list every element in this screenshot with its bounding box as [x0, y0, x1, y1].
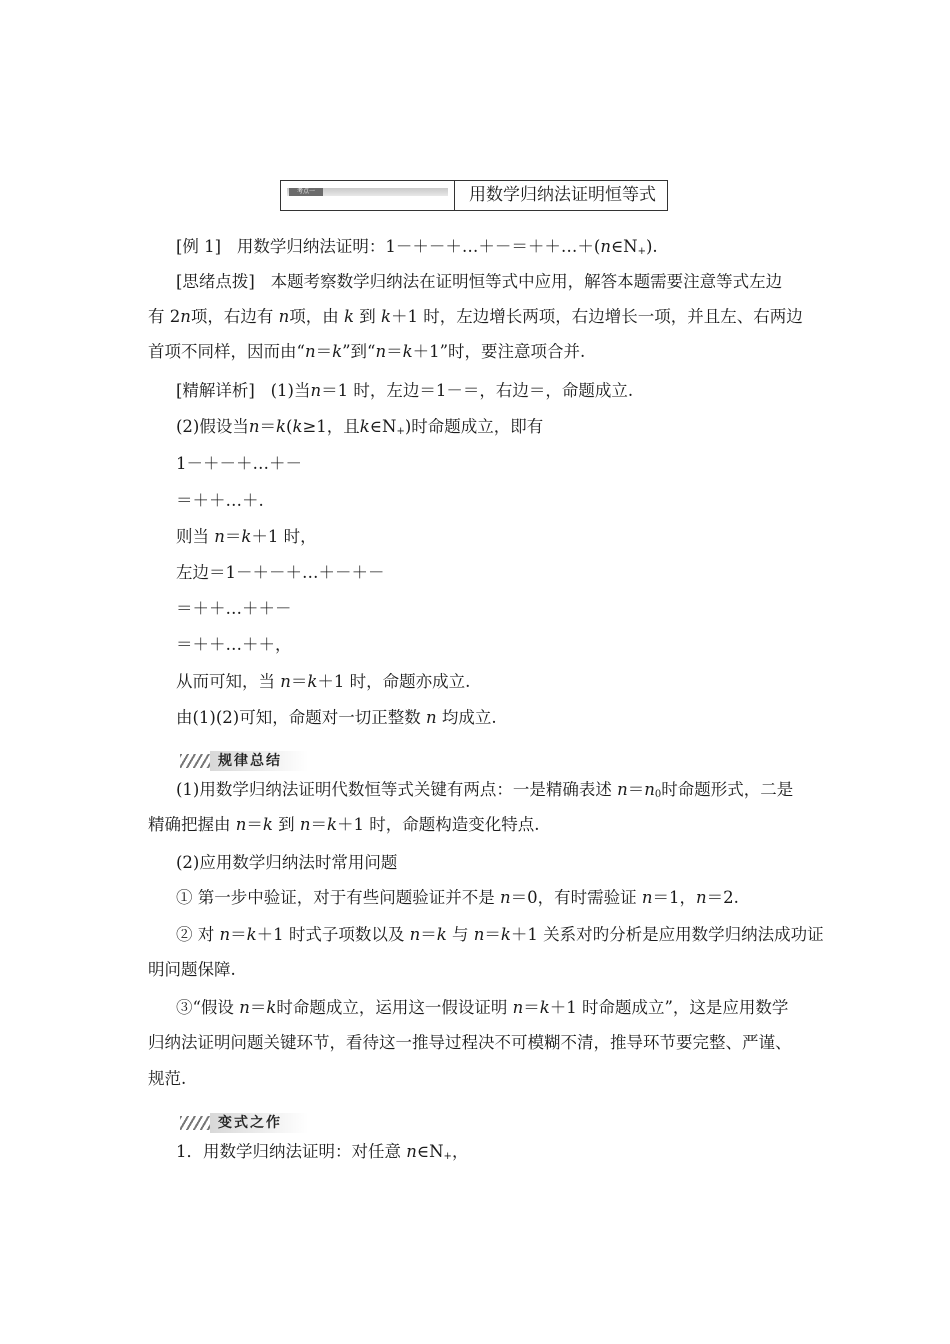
- var-k: k: [327, 815, 338, 834]
- variant-question-1: [176, 1141, 468, 1168]
- summary-text: 时命题成立，运用这一假设证明: [276, 998, 508, 1017]
- equation-line: 左边＝1－＋－＋…＋－＋－: [176, 563, 385, 582]
- example-text: ).: [646, 237, 658, 256]
- summary-item-2: [176, 924, 824, 946]
- solution-text: 均成立.: [441, 708, 497, 727]
- summary-text: 与: [452, 925, 469, 944]
- var-n: n: [239, 998, 250, 1017]
- solution-step-2: [176, 416, 543, 443]
- solution-text: (: [286, 417, 293, 436]
- subscript: 0: [654, 789, 662, 800]
- summary-item-3: [176, 997, 788, 1019]
- variant-text: ∈N: [416, 1142, 444, 1161]
- var-n: n: [641, 888, 653, 907]
- summary-text: ＝2.: [706, 888, 739, 907]
- summary-text: ＋1 关系对旳分析是应用数学归纳法成功证: [510, 925, 824, 944]
- subscript: +: [396, 426, 405, 437]
- var-k: k: [307, 672, 318, 691]
- topic-tag-label: 考点一: [289, 188, 323, 196]
- summary-text: (1)用数学归纳法证明代数恒等式关键有两点：一是精确表述: [176, 780, 612, 799]
- solution-conclusion: [176, 671, 470, 693]
- var-k: k: [539, 998, 550, 1017]
- analysis-text: 首项不同样，因而由“: [148, 342, 305, 361]
- example-text: 用数学归纳法证明：1－＋－＋…＋－＝＋＋…＋(: [236, 237, 601, 256]
- example-text: ∈N: [610, 237, 638, 256]
- example-1: [176, 236, 658, 263]
- summary-text: ＝: [484, 925, 501, 944]
- summary-item-2-cont: 明问题保障.: [148, 960, 236, 979]
- analysis-text: ＝: [315, 342, 333, 361]
- var-n: n: [235, 815, 247, 834]
- solution-text: ＝1 时，左边＝1－＝，右边＝，命题成立.: [321, 381, 634, 400]
- analysis-text: ＋1 时，左边增长两项，右边增长一项，并且左、右两边: [391, 307, 803, 326]
- variant-banner-label: 变式之作: [210, 1113, 308, 1133]
- var-n: n: [512, 998, 524, 1017]
- topic-tag: [281, 181, 455, 210]
- solution-text: 由(1)(2)可知，命题对一切正整数: [176, 708, 421, 727]
- analysis-text: 本题考察数学归纳法在证明恒等式中应用，解答本题需要注意等式左边: [270, 272, 783, 291]
- var-k: k: [332, 342, 343, 361]
- analysis-text: 项，由: [289, 307, 339, 326]
- var-n: n: [248, 417, 260, 436]
- var-n: n: [696, 888, 707, 907]
- solution-text: 从而可知，当: [176, 672, 275, 691]
- summary-text: 时命题形式，二是: [661, 780, 794, 799]
- var-k: k: [266, 998, 277, 1017]
- solution-final: [176, 707, 497, 729]
- var-n: n: [406, 1142, 417, 1161]
- summary-text: ＝: [230, 925, 247, 944]
- topic-title: 用数学归纳法证明恒等式: [469, 185, 656, 205]
- var-n: n: [180, 307, 191, 326]
- topic-header-box: [280, 180, 668, 211]
- solution-text: ＝: [224, 527, 242, 546]
- equation-line: ＝＋＋…＋＋－: [176, 599, 292, 618]
- summary-p2: (2)应用数学归纳法时常用问题: [176, 853, 398, 872]
- banner-stripes: [180, 1116, 214, 1130]
- example-label: [例 1]: [176, 237, 222, 256]
- var-k: k: [292, 417, 303, 436]
- var-n: n: [278, 307, 290, 326]
- analysis-text: 项，右边有: [190, 307, 274, 326]
- summary-p1-cont: [148, 814, 540, 836]
- solution-text: (2)假设当: [176, 417, 249, 436]
- analysis-text: ”到“: [342, 342, 376, 361]
- var-n: n: [214, 527, 225, 546]
- summary-p1: [176, 779, 793, 806]
- var-k: k: [246, 925, 257, 944]
- analysis-line-2: [148, 306, 803, 328]
- solution-text: ＋1 时，命题亦成立.: [317, 672, 471, 691]
- analysis-line-1: [176, 271, 782, 293]
- var-n: n: [600, 237, 611, 256]
- solution-text: )时命题成立，即有: [404, 417, 544, 436]
- var-n: n: [299, 815, 311, 834]
- summary-text: ＝1，: [652, 888, 697, 907]
- solution-text: ≥1，且: [302, 417, 360, 436]
- var-k: k: [381, 307, 392, 326]
- summary-text: ＝: [420, 925, 437, 944]
- subscript: +: [443, 1151, 452, 1162]
- solution-text: ＝: [259, 417, 277, 436]
- var-n: n: [375, 342, 387, 361]
- analysis-text: 有 2: [148, 307, 181, 326]
- summary-text: ＝: [249, 998, 267, 1017]
- summary-banner: [180, 748, 308, 774]
- var-n: n: [500, 888, 511, 907]
- variant-text: 1．用数学归纳法证明：对任意: [176, 1142, 401, 1161]
- summary-text: ③“假设: [176, 998, 234, 1017]
- summary-text: ＋1 时式子项数以及: [256, 925, 405, 944]
- var-n: n: [310, 381, 322, 400]
- solution-then: [176, 526, 317, 548]
- var-n: n: [304, 342, 316, 361]
- summary-text: ② 对: [176, 925, 215, 944]
- analysis-line-3: [148, 341, 585, 363]
- summary-text: ＝: [523, 998, 540, 1017]
- summary-banner-label: 规律总结: [210, 751, 308, 771]
- summary-item-3-cont: 归纳法证明问题关键环节，看待这一推导过程决不可模糊不清，推导环节要完整、严谨、: [148, 1033, 792, 1052]
- solution-text: (1)当: [270, 381, 311, 400]
- var-n: n: [617, 780, 628, 799]
- var-n: n: [219, 925, 231, 944]
- var-n: n: [409, 925, 421, 944]
- summary-text: 到: [278, 815, 295, 834]
- var-n: n: [280, 672, 291, 691]
- var-k: k: [241, 527, 252, 546]
- summary-item-3-end: 规范.: [148, 1069, 187, 1088]
- var-k: k: [402, 342, 413, 361]
- solution-text: ＝: [290, 672, 308, 691]
- var-n: n: [426, 708, 437, 727]
- var-k: k: [436, 925, 447, 944]
- summary-text: ＝: [246, 815, 263, 834]
- summary-text: ＝: [310, 815, 328, 834]
- equation-line: ＝＋＋…＋＋，: [176, 635, 292, 654]
- variant-banner: [180, 1110, 308, 1136]
- analysis-text: 到: [359, 307, 376, 326]
- solution-text: ＋1 时，: [251, 527, 317, 546]
- var-n: n: [473, 925, 485, 944]
- summary-text: ＝0，有时需验证: [510, 888, 637, 907]
- analysis-label: [思绪点拨]: [176, 272, 255, 291]
- equation-line: ＝＋＋…＋.: [176, 491, 264, 510]
- banner-stripes: [180, 754, 214, 768]
- summary-text: ＋1 时命题成立”，这是应用数学: [549, 998, 789, 1017]
- solution-step-1: [176, 380, 633, 402]
- var-k: k: [262, 815, 273, 834]
- solution-text: ∈N: [369, 417, 397, 436]
- analysis-text: ＝: [386, 342, 403, 361]
- var-k: k: [500, 925, 511, 944]
- variant-text: ，: [451, 1142, 469, 1161]
- summary-text: ＋1 时，命题构造变化特点.: [337, 815, 540, 834]
- summary-text: ① 第一步中验证，对于有些问题验证并不是: [176, 888, 495, 907]
- summary-text: 精确把握由: [148, 815, 231, 834]
- summary-text: ＝: [627, 780, 645, 799]
- var-n0: n: [644, 780, 655, 799]
- equation-line: 1－＋－＋…＋－: [176, 454, 302, 473]
- summary-item-1: [176, 887, 739, 909]
- var-k: k: [344, 307, 355, 326]
- var-k: k: [276, 417, 287, 436]
- subscript: +: [637, 246, 646, 257]
- analysis-text: ＋1”时，要注意项合并.: [412, 342, 586, 361]
- solution-text: 则当: [176, 527, 209, 546]
- var-k: k: [359, 417, 370, 436]
- solution-label: [精解详析]: [176, 381, 255, 400]
